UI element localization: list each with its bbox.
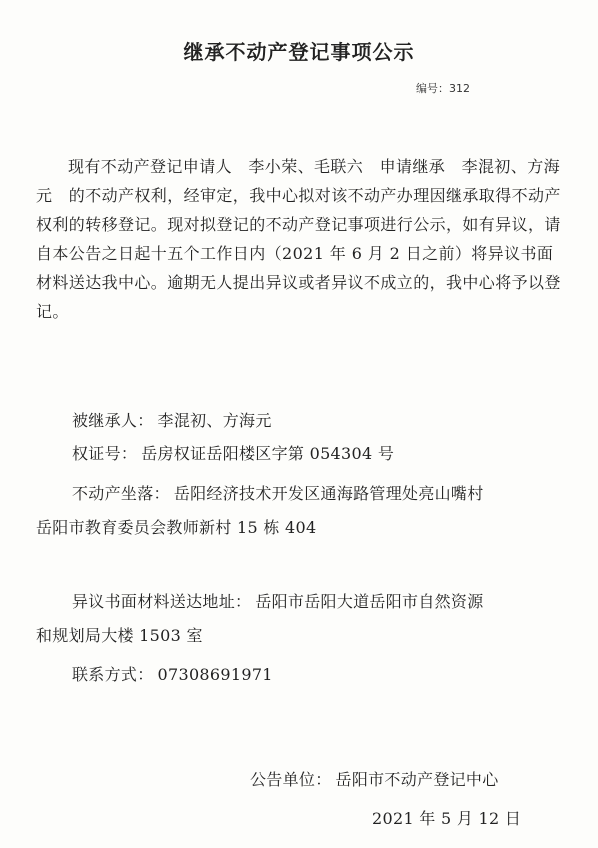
objection-address-line-2 [36,623,203,646]
location-line-1 [72,481,484,504]
location-label: 不动产坐落： [72,484,170,503]
decedent-label: 被继承人： [72,411,154,430]
objection-address-label: 异议书面材料送达地址： [72,592,252,611]
objection-address-line-1 [72,589,484,612]
objection-address-value-line2: 和规划局大楼 1503 室 [36,626,203,645]
notice-date: 2021 年 5 月 12 日 [372,809,522,828]
contact-line [72,662,273,685]
location-value-line2: 岳阳市教育委员会教师新村 15 栋 404 [36,518,317,537]
decedent-value: 李混初、方海元 [157,411,272,430]
certificate-label: 权证号： [72,444,138,463]
location-line-2 [36,515,316,538]
certificate-line [72,441,394,464]
location-value-line1: 岳阳经济技术开发区通海路管理处亮山嘴村 [173,484,484,503]
document-title: 继承不动产登记事项公示 [183,40,415,64]
issuer-label: 公告单位： [250,770,332,789]
decedent-line [72,408,272,431]
contact-label: 联系方式： [72,665,154,684]
issuer-line [250,767,499,790]
contact-value: 07308691971 [157,665,273,684]
certificate-value: 岳房权证岳阳楼区字第 054304 号 [141,444,395,463]
objection-address-value-line1: 岳阳市岳阳大道岳阳市自然资源 [255,592,484,611]
issuer-value: 岳阳市不动产登记中心 [335,770,499,789]
serial-number: 编号：312 [416,82,470,95]
notice-body-paragraph: 现有不动产登记申请人 李小荣、毛联六 申请继承 李混初、方海元 的不动产权利，经审定，我中心拟对该不动产办理因继承取得不动产权利的转移登记。现对拟登记的不动产登记事项进行公示，如有异议，请自本公告之日起十五个工作日内（2021 年 6 月 2 日之前）将异议书面材料送达我中心。逾期无人提出异议或者异议不成立的，我中心将予以登记。 [36,157,561,321]
